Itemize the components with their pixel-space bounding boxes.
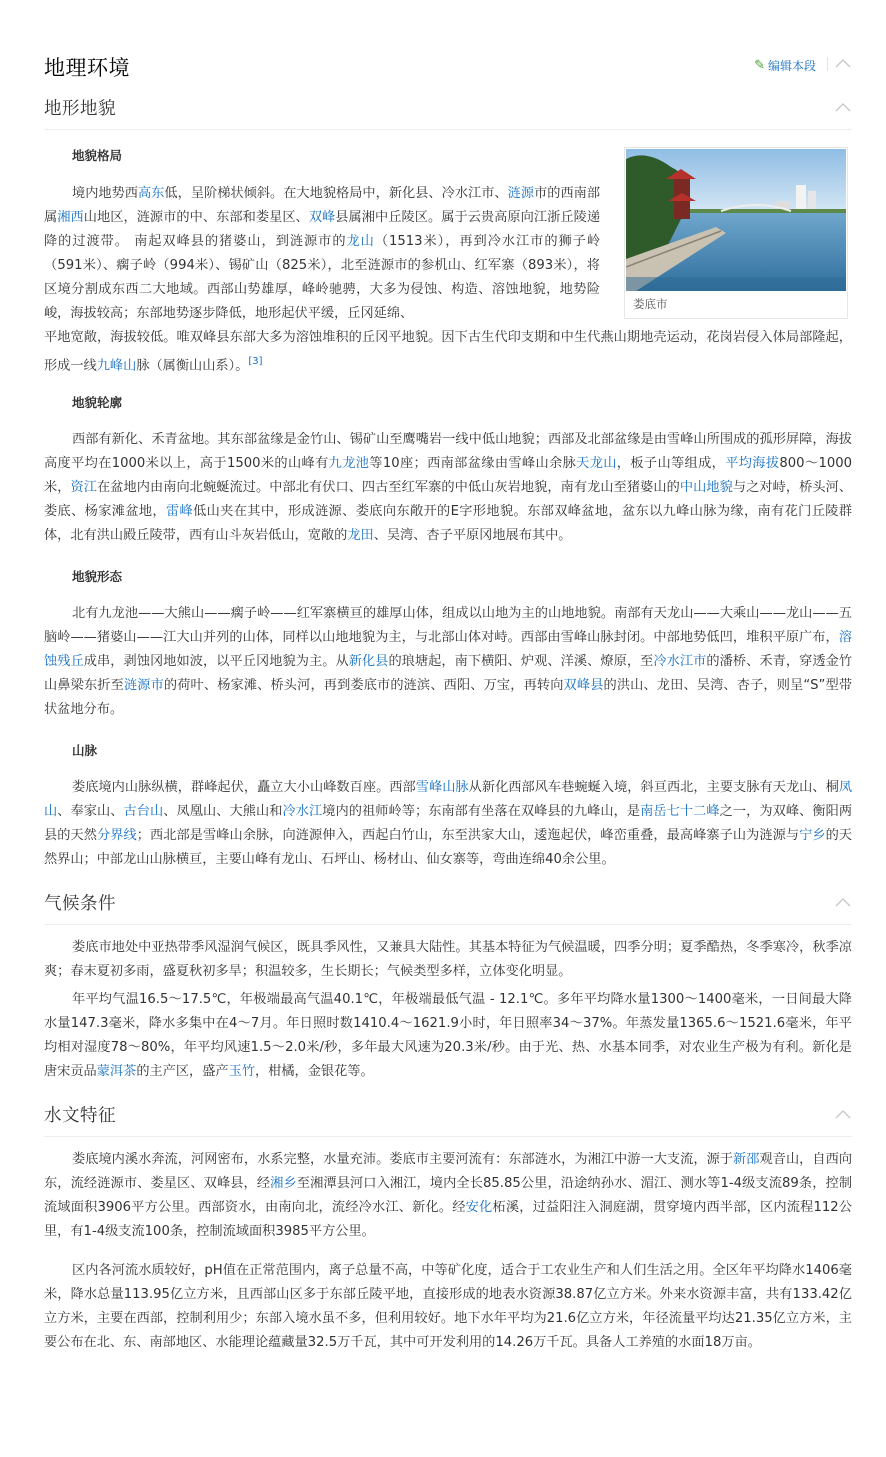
text-run: 市的西南部属 — [44, 186, 601, 225]
text-run: 山地区，涟源市的中、东部和娄星区、 — [83, 210, 309, 225]
inline-link[interactable]: 南岳七十二峰 — [640, 804, 720, 819]
page-title: 地理环境 — [44, 56, 130, 80]
text-run: 县属湘中丘陵区。属于云贵高原向江浙丘陵递降的过渡带。 南起双峰县的猪婆山，到涟源市的 — [44, 210, 601, 249]
edit-section-button[interactable] — [754, 57, 816, 74]
edit-section-label: 编辑本段 — [767, 59, 816, 73]
subheading-mountains: 山脉 — [72, 743, 98, 758]
text-run: 的天然界山；中部龙山山脉横亘，主要山峰有龙山、石坪山、杨材山、仙女寨等，弯曲连绵40余公里。 — [44, 828, 853, 867]
divider — [827, 57, 828, 71]
paragraph-hydro-2 — [44, 1259, 852, 1355]
inline-link[interactable]: 蒙洱茶 — [96, 1064, 137, 1079]
inline-link[interactable]: 双峰 — [308, 210, 336, 225]
reference-link[interactable]: [3] — [248, 356, 263, 367]
collapse-chevron-icon[interactable] — [834, 57, 852, 71]
inline-link[interactable]: 湘乡 — [270, 1176, 297, 1191]
inline-link[interactable]: 涟源市 — [123, 678, 164, 693]
paragraph-hydro-1 — [44, 1148, 852, 1244]
inline-link[interactable]: 安化 — [465, 1200, 493, 1215]
figure-caption: 娄底市 — [633, 297, 668, 311]
subheading-layout: 地貌格局 — [72, 148, 123, 163]
inline-link[interactable]: 九龙池 — [328, 456, 370, 471]
figure-loudi[interactable] — [624, 147, 848, 319]
text-run: 800～1000米， — [44, 456, 853, 495]
text-run: 脉（属衡山山系）。 — [136, 358, 249, 374]
text-run: 娄底境内溪水奔流，河网密布，水系完整，水量充沛。娄底市主要河流有：东部涟水，为湘江中游一大支流，源于 — [72, 1152, 734, 1167]
inline-link[interactable]: 中山地貌 — [679, 480, 733, 495]
text-run: 北有九龙池——大熊山——瘸子岭——红军寨横亘的雄厚山体，组成以山地为主的山地地貌。南部有天龙山——大乘山——龙山——五脑岭——猪婆山——江大山并列的山体，同样以山地地貌为主，与北部山体对峙。西部由雪峰山脉封闭。中部地势低凹，堆积平原广布， — [44, 606, 852, 645]
inline-link[interactable]: 高东 — [138, 186, 165, 201]
paragraph-climate-1 — [44, 936, 852, 984]
collapse-chevron-icon[interactable] — [834, 101, 852, 115]
loudi-photo — [626, 149, 846, 291]
text-run: 至湘潭县河口入湘江，境内全长85.85公里，沿途纳孙水、湄江、测水等1-4级支流89条，控制流域面积3906平方公里。西部资水，由南向北，流经冷水江、新化。经 — [44, 1176, 853, 1215]
inline-link[interactable]: 天龙山 — [576, 456, 617, 471]
text-run: 与之对峙，桥头河、娄底、杨家滩盆地， — [44, 480, 853, 519]
text-run: 观音山，自西向东，流经涟源市、娄星区、双峰县，经 — [44, 1152, 853, 1191]
text-run: 境内的祖师岭等；东南部有坐落在双峰县的九峰山，是 — [322, 804, 641, 819]
text-run: 区内各河流水质较好，pH值在正常范围内，离子总量不高，中等矿化度，适合于工农业生产和人们生活之用。全区年平均降水1406毫米，降水总量113.95亿立方米，且西部山区多于东部丘陵平地，直接形成的地表水资源38.87亿立方米。外来水资源丰富，共有133.42亿立方米，主要在西部，控制利用少；东部入境水虽不多，但利用较好。地下水年平均为21.6亿立方米，年径流量平均达21.35亿立方米，主要公布在北、东、南部地区、水能理论蕴藏量32.5万千瓦，其中可开发利用的14.26万千瓦。具备人工养殖的水面18万亩。 — [44, 1263, 852, 1350]
inline-link[interactable]: 湘西 — [57, 210, 84, 225]
text-run: 的荷叶、杨家滩、桥头河，再到娄底市的涟滨、西阳、万宝，再转向 — [163, 678, 564, 693]
inline-link[interactable]: 资江 — [70, 480, 97, 495]
text-run: 、凤凰山、大熊山和 — [163, 804, 283, 819]
text-run: ；西北部是雪峰山余脉，向涟源伸入，西起白竹山，东至洪家大山，逶迤起伏，峰峦重叠，最高峰寨子山为涟源与 — [136, 828, 800, 843]
subheading-form: 地貌形态 — [72, 569, 123, 584]
section-title: 水文特征 — [44, 1106, 116, 1126]
inline-link[interactable]: 龙田 — [347, 528, 374, 543]
collapse-chevron-icon[interactable] — [834, 1108, 852, 1122]
text-run: 的潘桥、禾青，穿透金竹山鼻梁东折至 — [44, 654, 853, 693]
text-run: 娄底境内山脉纵横，群峰起伏，矗立大小山峰数百座。西部 — [72, 780, 416, 795]
text-run: 在盆地内由南向北蜿蜒流过。中部北有伏口、四古至红军寨的中低山灰岩地貌，南有龙山至猪婆山的 — [97, 480, 680, 495]
text-run: 低山夹在其中，形成涟源、娄底向东敞开的E字形地貌。东部双峰盆地，盆东以九峰山脉为缘，南有花门丘陵群体，北有洪山殿丘陵带，西有山斗灰岩低山，宽敞的 — [44, 504, 853, 543]
text-run: 境内地势西 — [72, 186, 139, 201]
inline-link[interactable]: 冷水江 — [282, 804, 323, 819]
paragraph-climate-2 — [44, 988, 852, 1084]
text-run: 从新化西部风车巷蜿蜒入境，斜亘西北，主要支脉有天龙山、桐 — [468, 780, 839, 795]
inline-link[interactable]: 雪峰山脉 — [415, 780, 469, 795]
paragraph-mountains — [44, 776, 852, 872]
pencil-icon: ✎ — [754, 58, 765, 73]
text-run: （1513米），再到冷水江市的狮子岭（591米）、瘸子岭（994米）、锡矿山（825米），北至涟源市的参机山、红军寨（893米），将区境分割成东西二大地域。西部山势雄厚，峰岭驰骋，大多为侵蚀、构造、溶蚀地貌，地势险峻，海拔较高；东部地势逐步降低，地形起伏平缓，丘冈延绵、 — [44, 234, 601, 321]
inline-link[interactable]: 龙山 — [346, 234, 375, 249]
inline-link[interactable]: 凤山 — [44, 780, 853, 819]
inline-link[interactable]: 雷峰 — [165, 504, 194, 519]
inline-link[interactable]: 冷水江市 — [653, 654, 707, 669]
inline-link[interactable]: 新邵 — [733, 1152, 760, 1167]
text-run: 年平均气温16.5～17.5℃，年极端最高气温40.1℃，年极端最低气温 - 12.1℃。多年平均降水量1300～1400毫米，一日间最大降水量147.3毫米，降水多集中在4～7月。年日照时数1410.4～1621.9小时，年日照率34～37%。年蒸发量1365.6～1521.6毫米，年平均相对湿度78～80%，年平均风速1.5～2.0米/秒，多年最大风速为20.3米/秒。由于光、热、水基本同季，对农业生产极为有利。新化是唐宋贡品 — [44, 992, 852, 1079]
title-row — [44, 48, 852, 88]
text-run: 低，呈阶梯状倾斜。在大地貌格局中，新化县、冷水江市、 — [164, 186, 508, 201]
inline-link[interactable]: 平均海拔 — [725, 456, 780, 471]
text-run: 的琅塘起，南下横阳、炉观、洋溪、燎原，至 — [388, 654, 654, 669]
inline-link[interactable]: 分界线 — [97, 828, 137, 843]
inline-link[interactable]: 九峰山 — [96, 358, 137, 374]
text-run: 的洪山、龙田、吴湾、杏子，则呈“S”型带状盆地分布。 — [44, 678, 853, 717]
text-run: 等10座；西南部盆缘由雪峰山余脉 — [369, 456, 577, 471]
collapse-chevron-icon[interactable] — [834, 896, 852, 910]
text-run: 西部有新化、禾青盆地。其东部盆缘是金竹山、锡矿山至鹰嘴岩一线中低山地貌；西部及北部盆缘是由雪峰山所围成的孤形屏障，海拔高度平均在1000米以上，高于1500米的山峰有 — [44, 432, 852, 471]
text-run: 平地宽敞，海拔较低。唯双峰县东部大多为溶蚀堆积的丘冈平地貌。因下古生代印支期和中生代燕山期地壳运动，花岗岩侵入体局部隆起，形成一线 — [44, 330, 852, 374]
section-heading-climate — [44, 890, 852, 925]
text-run: 柘溪，过益阳注入洞庭湖，贯穿境内西半部，区内流程112公里，有1-4级支流100条，控制流域面积3985平方公里。 — [44, 1200, 853, 1239]
paragraph-layout-2 — [44, 326, 852, 378]
text-run: 的主产区，盛产 — [136, 1064, 229, 1079]
text-run: 、吴湾、杏子平原冈地展布其中。 — [373, 528, 572, 543]
section-title: 气候条件 — [44, 894, 116, 914]
paragraph-layout-1 — [44, 182, 600, 326]
inline-link[interactable]: 玉竹 — [228, 1064, 255, 1079]
paragraph-outline — [44, 428, 852, 548]
text-run: ，板子山等组成， — [616, 456, 726, 471]
text-run: 、奉家山、 — [57, 804, 124, 819]
inline-link[interactable]: 双峰县 — [563, 678, 604, 693]
text-run: 之一，为双峰、衡阳两县的天然 — [44, 804, 853, 843]
text-run: 娄底市地处中亚热带季风湿润气候区，既具季风性，又兼具大陆性。其基本特征为气候温暖，四季分明；夏季酷热，冬季寒冷，秋季凉爽；春末夏初多雨，盛夏秋初多旱；积温较多，生长期长；气候类型多样，立体变化明显。 — [44, 940, 852, 979]
text-run: ，柑橘，金银花等。 — [255, 1064, 374, 1079]
inline-link[interactable]: 涟源 — [507, 186, 535, 201]
section-heading-hydro — [44, 1102, 852, 1137]
inline-link[interactable]: 宁乡 — [799, 828, 826, 843]
paragraph-form — [44, 602, 852, 722]
inline-link[interactable]: 新化县 — [348, 654, 389, 669]
text-run: 成串，剥蚀冈地如波，以平丘冈地貌为主。从 — [83, 654, 349, 669]
inline-link[interactable]: 古台山 — [123, 804, 164, 819]
subheading-outline: 地貌轮廓 — [72, 395, 123, 410]
inline-link[interactable]: 溶蚀残丘 — [44, 630, 852, 669]
section-title: 地形地貌 — [44, 99, 116, 119]
section-heading-terrain — [44, 95, 852, 130]
